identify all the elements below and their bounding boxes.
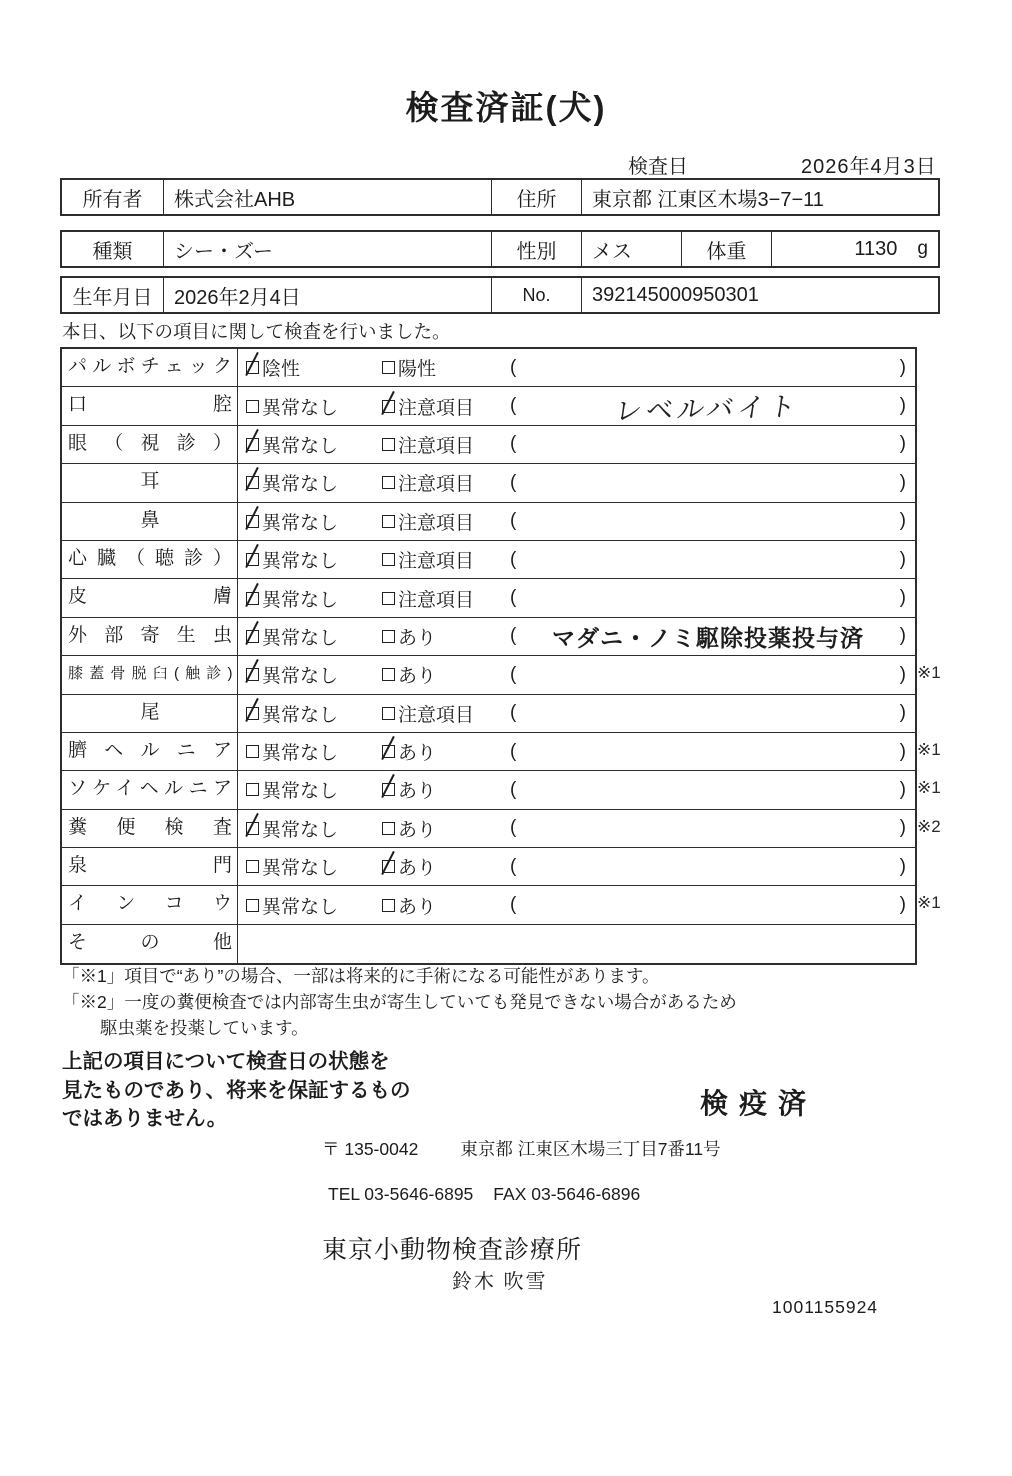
option-2-label: 注意項目 (398, 474, 475, 496)
disclaimer-line3: ではありません。 (62, 1107, 228, 1130)
remarks-field (510, 357, 906, 379)
option-1 (246, 815, 382, 842)
option-2 (382, 776, 510, 803)
checkbox-icon (382, 783, 395, 796)
option-1-label: 陰性 (262, 359, 301, 381)
option-1 (246, 585, 382, 612)
checkbox-icon (246, 745, 259, 758)
checkbox-icon (246, 553, 259, 566)
clinic-address: 東京都 江東区木場三丁目7番11号 (460, 1139, 721, 1159)
option-2 (382, 585, 510, 612)
close-paren: ) (899, 395, 906, 417)
item-result (238, 656, 915, 693)
option-1 (246, 700, 382, 727)
checkbox-icon (246, 630, 259, 643)
option-1 (246, 661, 382, 688)
table-row (62, 426, 915, 464)
number-label: No. (492, 278, 582, 312)
option-1 (246, 508, 382, 535)
postal-code: 〒 135-0042 (322, 1139, 419, 1159)
remarks-field (510, 894, 906, 916)
item-label: 膝蓋骨脱臼(触診) (62, 656, 238, 693)
weight-label: 体重 (682, 232, 772, 266)
option-1 (246, 469, 382, 496)
option-1-label: 異常なし (262, 551, 339, 573)
table-row (62, 695, 915, 733)
option-1 (246, 546, 382, 573)
table-row (62, 925, 915, 963)
item-result (238, 810, 915, 847)
option-1 (246, 354, 382, 381)
option-1 (246, 853, 382, 880)
footnote-mark: ※1 (917, 893, 941, 913)
intro-sentence: 本日、以下の項目に関して検査を行いました。 (62, 321, 451, 342)
remarks-field (510, 817, 906, 839)
item-label: パルボチェック (62, 349, 238, 386)
option-2-label: あり (398, 819, 437, 841)
open-paren: ( (510, 702, 517, 724)
checkbox-icon (382, 361, 395, 374)
birthdate-info-row (60, 276, 940, 314)
remarks-text: レベルバイト (613, 391, 803, 426)
close-paren: ) (899, 855, 906, 877)
option-2-label: あり (398, 896, 437, 918)
item-label: 泉門 (62, 848, 238, 885)
open-paren: ( (510, 587, 517, 609)
item-result (238, 925, 915, 963)
clinic-address-line (322, 1136, 721, 1161)
remarks-field (510, 387, 906, 426)
checkbox-icon (382, 745, 395, 758)
option-2 (382, 508, 510, 535)
option-1-label: 異常なし (262, 435, 339, 457)
checkbox-icon (382, 400, 395, 413)
item-label: 皮膚 (62, 579, 238, 616)
veterinarian-name: 鈴木 吹雪 (452, 1271, 548, 1293)
option-1-label: 異常なし (262, 627, 339, 649)
open-paren: ( (510, 817, 517, 839)
close-paren: ) (899, 817, 906, 839)
option-2 (382, 700, 510, 727)
close-paren: ) (899, 548, 906, 570)
sex-label: 性別 (492, 232, 582, 266)
item-result (238, 426, 915, 463)
remarks-field (510, 664, 906, 686)
item-label: 外部寄生虫 (62, 618, 238, 655)
open-paren: ( (510, 855, 517, 877)
option-2-label: あり (398, 781, 437, 803)
option-2-label: 陽性 (398, 359, 437, 381)
table-row (62, 733, 941, 771)
option-2 (382, 815, 510, 842)
option-2-label: 注意項目 (398, 512, 475, 534)
item-label: 心臓（聴診） (62, 541, 238, 578)
clinic-phone-line (328, 1184, 640, 1205)
item-result (238, 387, 915, 424)
footnote-2-line2: 駆虫薬を投薬しています。 (100, 1018, 309, 1038)
close-paren: ) (899, 587, 906, 609)
inspection-date-label: 検査日 (628, 156, 688, 178)
option-2-label: 注意項目 (398, 435, 475, 457)
item-label: その他 (62, 925, 238, 963)
close-paren: ) (899, 702, 906, 724)
item-label: 尾 (62, 695, 238, 732)
remarks-field (510, 472, 906, 494)
close-paren: ) (899, 433, 906, 455)
footnote-mark: ※1 (917, 663, 941, 683)
close-paren: ) (899, 778, 906, 800)
close-paren: ) (899, 510, 906, 532)
open-paren: ( (510, 625, 517, 647)
open-paren: ( (510, 894, 517, 916)
close-paren: ) (899, 894, 906, 916)
item-result (238, 848, 915, 885)
open-paren: ( (510, 548, 517, 570)
weight-number: 1130 (854, 237, 898, 260)
option-1-label: 異常なし (262, 858, 339, 880)
owner-info-row (60, 178, 940, 216)
clinic-tel: TEL 03-5646-6895 (328, 1184, 474, 1204)
remarks-field (510, 549, 906, 571)
remarks-text: マダニ・ノミ駆除投薬投与済 (552, 624, 864, 651)
disclaimer-line1: 上記の項目について検査日の状態を (62, 1050, 390, 1073)
birthdate-label: 生年月日 (62, 278, 164, 312)
table-row (62, 503, 915, 541)
option-2-label: あり (398, 743, 437, 765)
option-1 (246, 393, 382, 420)
item-label: インコウ (62, 886, 238, 923)
option-1-label: 異常なし (262, 743, 339, 765)
open-paren: ( (510, 471, 517, 493)
checkbox-icon (246, 783, 259, 796)
close-paren: ) (899, 471, 906, 493)
option-1-label: 異常なし (262, 474, 339, 496)
item-result (238, 618, 915, 655)
quarantine-stamp: 検疫済 (700, 1088, 818, 1119)
footnote-mark: ※1 (917, 739, 941, 759)
checkbox-icon (246, 707, 259, 720)
number-value: 392145000950301 (592, 283, 759, 306)
table-row (62, 886, 941, 924)
table-row (62, 349, 915, 387)
breed-info-row (60, 230, 940, 268)
item-result (238, 771, 915, 808)
weight-unit: g (917, 238, 928, 259)
item-label: 口腔 (62, 387, 238, 424)
item-result (238, 349, 915, 386)
open-paren: ( (510, 395, 517, 417)
option-2-label: あり (398, 627, 437, 649)
option-2 (382, 431, 510, 458)
checkbox-icon (246, 860, 259, 873)
serial-number: 1001155924 (772, 1297, 879, 1317)
inspection-table (60, 347, 941, 965)
option-1-label: 異常なし (262, 397, 339, 419)
option-2 (382, 661, 510, 688)
item-result (238, 733, 915, 770)
birthdate-value: 2026年2月4日 (164, 278, 492, 312)
item-label: 臍ヘルニア (62, 733, 238, 770)
option-1-label: 異常なし (262, 512, 339, 534)
table-row (62, 848, 915, 886)
checkbox-icon (246, 592, 259, 605)
checkbox-icon (246, 822, 259, 835)
item-result (238, 503, 915, 540)
checkbox-icon (246, 899, 259, 912)
open-paren: ( (510, 778, 517, 800)
remarks-field (510, 620, 906, 653)
option-1-label: 異常なし (262, 589, 339, 611)
checkbox-icon (382, 899, 395, 912)
option-2 (382, 892, 510, 919)
checkbox-icon (382, 860, 395, 873)
table-row (62, 618, 915, 656)
open-paren: ( (510, 740, 517, 762)
item-label: 眼（視診） (62, 426, 238, 463)
address-label: 住所 (492, 180, 582, 214)
option-1-label: 異常なし (262, 896, 339, 918)
document-title: 検査済証(犬) (405, 89, 607, 126)
inspection-date-value: 2026年4月3日 (801, 156, 937, 178)
option-2-label: 注意項目 (398, 589, 475, 611)
owner-label: 所有者 (62, 180, 164, 214)
option-1 (246, 623, 382, 650)
item-label: 糞便検査 (62, 810, 238, 847)
option-2 (382, 853, 510, 880)
item-result (238, 541, 915, 578)
option-2-label: あり (398, 858, 437, 880)
option-2 (382, 546, 510, 573)
checkbox-icon (246, 515, 259, 528)
option-2-label: 注意項目 (398, 397, 475, 419)
item-label: 鼻 (62, 503, 238, 540)
option-1-label: 異常なし (262, 781, 339, 803)
disclaimer-line2: 見たものであり、将来を保証するもの (62, 1078, 411, 1102)
checkbox-icon (382, 822, 395, 835)
option-2-label: 注意項目 (398, 704, 475, 726)
footnotes (62, 963, 737, 1041)
checkbox-icon (246, 476, 259, 489)
checkbox-icon (246, 361, 259, 374)
checkbox-icon (382, 553, 395, 566)
remarks-field (510, 741, 906, 763)
table-row (62, 541, 915, 579)
table-row (62, 579, 915, 617)
option-2 (382, 738, 510, 765)
address-value: 東京都 江東区木場3−7−11 (592, 188, 824, 211)
open-paren: ( (510, 433, 517, 455)
open-paren: ( (510, 663, 517, 685)
item-result (238, 886, 915, 923)
item-result (238, 579, 915, 616)
remarks-field (510, 856, 906, 878)
clinic-fax: FAX 03-5646-6896 (493, 1184, 641, 1204)
footnote-2-line1: 「※2」一度の糞便検査では内部寄生虫が寄生していても発見できない場合があるため (62, 992, 737, 1012)
disclaimer (62, 1048, 411, 1134)
close-paren: ) (899, 740, 906, 762)
checkbox-icon (382, 668, 395, 681)
option-2 (382, 393, 510, 420)
checkbox-icon (382, 707, 395, 720)
clinic-name: 東京小動物検査診療所 (322, 1236, 583, 1264)
option-1-label: 異常なし (262, 704, 339, 726)
checkbox-icon (246, 668, 259, 681)
checkbox-icon (382, 515, 395, 528)
close-paren: ) (899, 663, 906, 685)
weight-value (772, 232, 938, 266)
owner-value: 株式会社AHB (164, 180, 492, 214)
option-1-label: 異常なし (262, 819, 339, 841)
checkbox-icon (246, 400, 259, 413)
option-1 (246, 431, 382, 458)
checkbox-icon (382, 630, 395, 643)
table-row (62, 387, 915, 425)
breed-label: 種類 (62, 232, 164, 266)
breed-value: シー・ズー (164, 232, 492, 266)
remarks-field (510, 702, 906, 724)
remarks-field (510, 433, 906, 455)
footnote-mark: ※2 (917, 816, 941, 836)
checkbox-icon (382, 476, 395, 489)
remarks-field (510, 779, 906, 801)
open-paren: ( (510, 356, 517, 378)
item-label: ソケイヘルニア (62, 771, 238, 808)
remarks-field (510, 510, 906, 532)
table-row (62, 656, 941, 694)
option-2 (382, 354, 510, 381)
option-1 (246, 892, 382, 919)
item-label: 耳 (62, 464, 238, 501)
remarks-field (510, 587, 906, 609)
table-row (62, 464, 915, 502)
table-row (62, 771, 941, 809)
option-2-label: あり (398, 666, 437, 688)
option-1 (246, 776, 382, 803)
close-paren: ) (899, 625, 906, 647)
sex-value: メス (582, 232, 682, 266)
option-1-label: 異常なし (262, 666, 339, 688)
footnote-1: 「※1」項目で“あり”の場合、一部は将来的に手術になる可能性があります。 (62, 966, 660, 986)
checkbox-icon (246, 438, 259, 451)
close-paren: ) (899, 356, 906, 378)
item-result (238, 695, 915, 732)
open-paren: ( (510, 510, 517, 532)
option-2-label: 注意項目 (398, 551, 475, 573)
checkbox-icon (382, 438, 395, 451)
option-2 (382, 469, 510, 496)
option-1 (246, 738, 382, 765)
table-row (62, 810, 941, 848)
checkbox-icon (382, 592, 395, 605)
item-result (238, 464, 915, 501)
footnote-mark: ※1 (917, 778, 941, 798)
option-2 (382, 623, 510, 650)
